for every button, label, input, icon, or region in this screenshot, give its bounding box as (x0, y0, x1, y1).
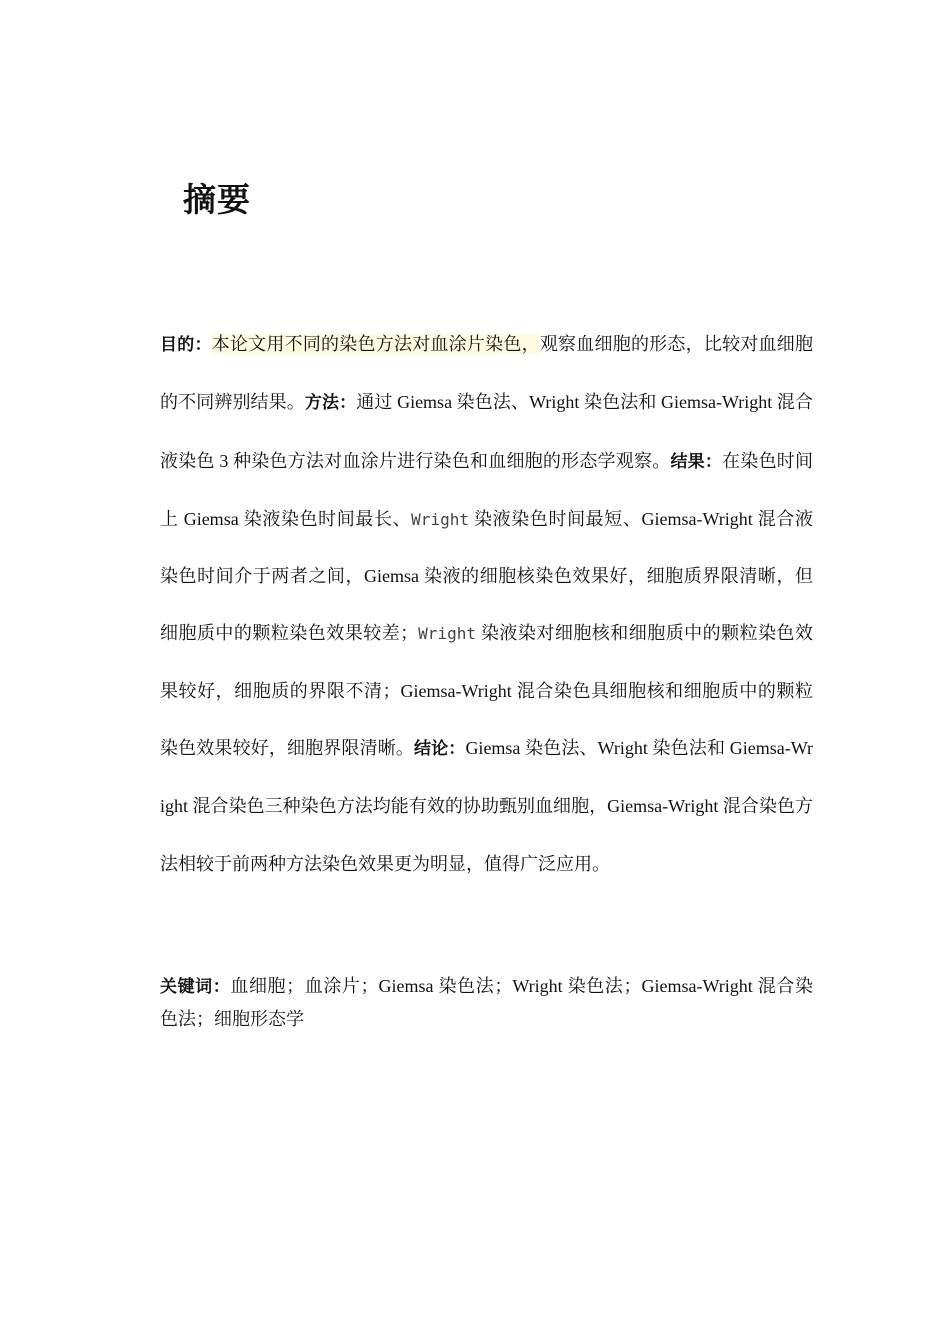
result-wright-1: Wright (411, 509, 469, 529)
conclusion-text: Giemsa 染色法、Wright 染色法和 Giemsa-Wright 混合染色三种染色方法均能有效的协助甄别血细胞，Giemsa-Wright 混合染色方法相较于前两种方法染色效果更为明显，值得广泛应用。 (160, 738, 813, 874)
result-text-1: 在染色时间上 Giemsa 染液染色时间最长、 (160, 450, 814, 529)
result-wright-2: Wright (418, 624, 476, 644)
keywords-paragraph (160, 970, 813, 1035)
result-label: 结果： (670, 451, 723, 472)
objective-highlighted-text: 本论文用不同的染色方法对血涂片染色， (211, 334, 540, 354)
page-title: 摘要 (183, 180, 251, 219)
keywords-label: 关键词： (160, 977, 231, 997)
conclusion-label: 结论： (414, 739, 466, 760)
method-label: 方法： (304, 393, 357, 414)
method-text: 通过 Giemsa 染色法、Wright 染色法和 Giemsa-Wright 混合液染色 3 种染色方法对血涂片进行染色和血细胞的形态学观察。 (160, 392, 814, 471)
objective-label: 目的： (160, 335, 212, 355)
result-text-3: 染液染对细胞核和细胞质中的颗粒染色效果较好，细胞质的界限不清；Giemsa-Wright 混合染色具细胞核和细胞质中的颗粒染色效果较好，细胞界限清晰。 (160, 623, 814, 759)
objective-text: 观察血细胞的形态，比较对血细胞的不同辨别结果。 (160, 334, 814, 413)
abstract-paragraph (160, 316, 813, 893)
keywords-text: 血细胞；血涂片；Giemsa 染色法；Wright 染色法；Giemsa-Wright 混合染色法；细胞形态学 (160, 976, 814, 1029)
result-text-2: 染液染色时间最短、Giemsa-Wright 混合液染色时间介于两者之间，Giemsa 染液的细胞核染色效果好，细胞质界限清晰，但细胞质中的颗粒染色效果较差； (160, 508, 814, 644)
